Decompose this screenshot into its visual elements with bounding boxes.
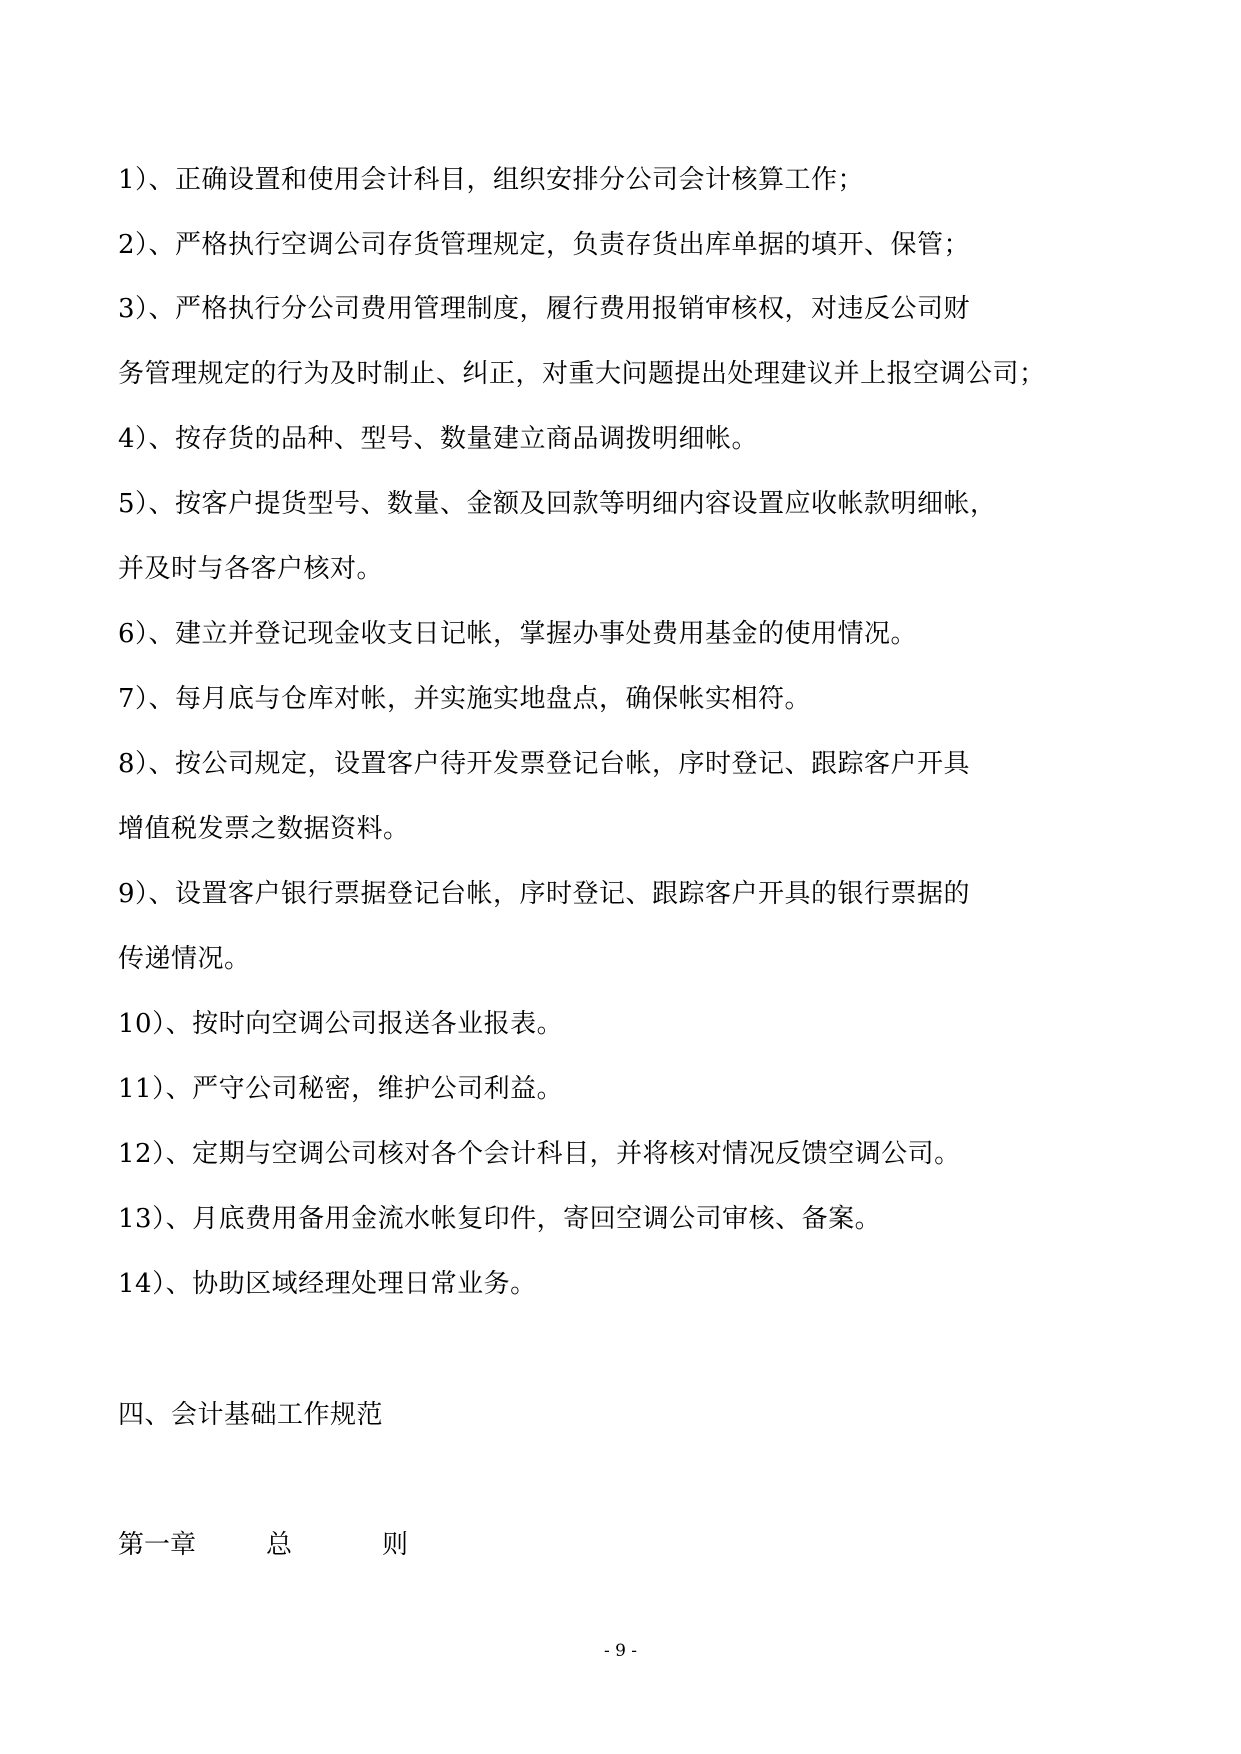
list-item-9-continued: 传递情况。 [118,944,251,974]
list-item-9: 9）、设置客户银行票据登记台帐，序时登记、跟踪客户开具的银行票据的 [118,879,971,909]
list-item-2: 2）、严格执行空调公司存货管理规定，负责存货出库单据的填开、保管； [118,230,971,260]
section-heading: 四、会计基础工作规范 [118,1400,384,1430]
list-item-13: 13）、月底费用备用金流水帐复印件，寄回空调公司审核、备案。 [118,1204,882,1234]
list-item-7: 7）、每月底与仓库对帐，并实施实地盘点，确保帐实相符。 [118,684,812,714]
page-number: - 9 - [603,1641,638,1661]
list-item-4: 4）、按存货的品种、型号、数量建立商品调拨明细帐。 [118,424,759,454]
list-item-8: 8）、按公司规定，设置客户待开发票登记台帐，序时登记、跟踪客户开具 [118,749,971,779]
list-item-5-continued: 并及时与各客户核对。 [118,554,384,584]
list-item-8-continued: 增值税发票之数据资料。 [118,814,410,844]
chapter-title-part1: 总 [266,1530,293,1560]
list-item-3: 3）、严格执行分公司费用管理制度，履行费用报销审核权，对违反公司财 [118,294,971,324]
list-item-1: 1）、正确设置和使用会计科目，组织安排分公司会计核算工作； [118,165,865,195]
chapter-number: 第一章 [118,1530,197,1560]
list-item-5: 5）、按客户提货型号、数量、金额及回款等明细内容设置应收帐款明细帐， [118,489,997,519]
list-item-14: 14）、协助区域经理处理日常业务。 [118,1269,537,1299]
list-item-11: 11）、严守公司秘密，维护公司利益。 [118,1074,564,1104]
list-item-12: 12）、定期与空调公司核对各个会计科目，并将核对情况反馈空调公司。 [118,1139,961,1169]
list-item-3-continued: 务管理规定的行为及时制止、纠正，对重大问题提出处理建议并上报空调公司； [118,359,1046,389]
list-item-10: 10）、按时向空调公司报送各业报表。 [118,1009,564,1039]
list-item-6: 6）、建立并登记现金收支日记帐，掌握办事处费用基金的使用情况。 [118,619,918,649]
chapter-title-part2: 则 [382,1530,409,1560]
